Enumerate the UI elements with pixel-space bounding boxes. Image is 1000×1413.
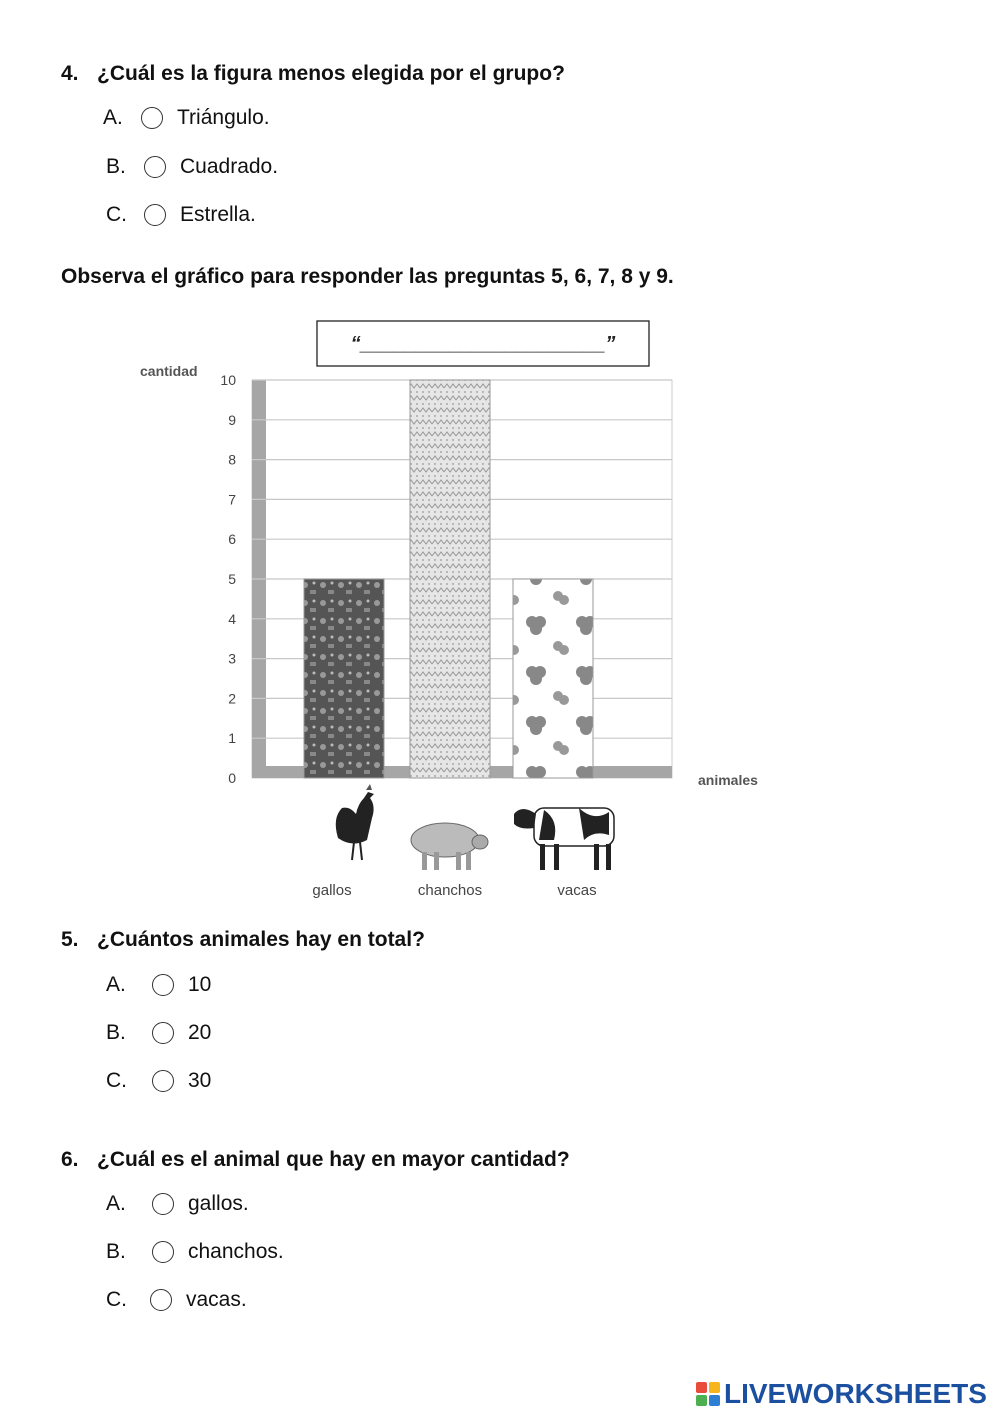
q4-radio-b[interactable] [144, 156, 166, 178]
option-text: 20 [188, 1021, 212, 1044]
q4-radio-a[interactable] [141, 107, 163, 129]
y-tick-label: 9 [228, 411, 236, 428]
option-letter: B. [106, 155, 126, 178]
question-text: ¿Cuál es la figura menos elegida por el grupo? [97, 62, 565, 85]
bar-chanchos [410, 380, 490, 778]
y-tick-label: 8 [228, 451, 236, 468]
q4-option-c[interactable] [106, 203, 256, 227]
q5-option-a[interactable] [106, 973, 211, 997]
q6-radio-a[interactable] [152, 1193, 174, 1215]
question-number: 5. [61, 928, 79, 951]
option-letter: B. [106, 1240, 126, 1263]
q6-option-b[interactable] [106, 1240, 284, 1264]
question-6-title [61, 1148, 570, 1172]
liveworksheets-logo[interactable] [696, 1378, 987, 1410]
x-category-label: chanchos [417, 882, 483, 899]
option-text: Cuadrado. [180, 155, 279, 178]
question-text: ¿Cuántos animales hay en total? [97, 928, 425, 951]
option-text: 30 [188, 1069, 212, 1092]
y-tick-label: 7 [228, 491, 236, 508]
question-number: 4. [61, 62, 79, 85]
option-text: vacas. [186, 1288, 247, 1311]
y-tick-label: 2 [228, 690, 236, 707]
q6-option-a[interactable] [106, 1192, 249, 1216]
option-letter: A. [103, 106, 123, 129]
logo-mark-icon [696, 1382, 720, 1406]
q6-radio-c[interactable] [150, 1289, 172, 1311]
pig-icon [411, 823, 488, 870]
option-text: Triángulo. [177, 106, 270, 129]
q5-radio-b[interactable] [152, 1022, 174, 1044]
question-number: 6. [61, 1148, 79, 1171]
bar-vacas [513, 579, 593, 778]
option-letter: A. [106, 973, 126, 996]
question-5-title [61, 928, 425, 952]
q4-radio-c[interactable] [144, 204, 166, 226]
y-tick-label: 10 [220, 372, 236, 388]
bar-gallos [304, 579, 384, 778]
option-text: gallos. [188, 1192, 249, 1215]
q5-radio-c[interactable] [152, 1070, 174, 1092]
q5-option-c[interactable] [106, 1069, 211, 1093]
q5-radio-a[interactable] [152, 974, 174, 996]
x-axis-label: animales [698, 772, 758, 788]
option-text: chanchos. [188, 1240, 284, 1263]
logo-text: LIVEWORKSHEETS [724, 1378, 987, 1409]
q5-option-b[interactable] [106, 1021, 211, 1045]
y-tick-label: 6 [228, 531, 236, 548]
question-text: ¿Cuál es el animal que hay en mayor cantidad? [97, 1148, 570, 1171]
y-axis-label: cantidad [140, 363, 198, 379]
x-category-label: gallos [312, 882, 352, 899]
chart-instructions: Observa el gráfico para responder las preguntas 5, 6, 7, 8 y 9. [61, 265, 674, 288]
q6-radio-b[interactable] [152, 1241, 174, 1263]
option-letter: C. [106, 1069, 127, 1092]
y-tick-label: 5 [228, 571, 236, 587]
question-4-title [61, 62, 565, 86]
y-tick-label: 3 [228, 650, 236, 667]
chart-title[interactable]: “______________________” [350, 333, 616, 355]
option-text: Estrella. [180, 203, 256, 226]
y-tick-label: 4 [228, 610, 236, 627]
option-letter: A. [106, 1192, 126, 1215]
animals-bar-chart [120, 310, 800, 910]
q4-option-b[interactable] [106, 155, 278, 179]
option-letter: C. [106, 1288, 127, 1311]
cow-icon [514, 808, 614, 870]
rooster-icon [336, 784, 374, 860]
y-tick-label: 1 [228, 730, 236, 747]
x-category-label: vacas [557, 882, 597, 899]
q4-option-a[interactable] [103, 106, 270, 130]
option-text: 10 [188, 973, 212, 996]
q6-option-c[interactable] [106, 1288, 247, 1312]
option-letter: C. [106, 203, 127, 226]
option-letter: B. [106, 1021, 126, 1044]
y-tick-label: 0 [228, 770, 236, 786]
